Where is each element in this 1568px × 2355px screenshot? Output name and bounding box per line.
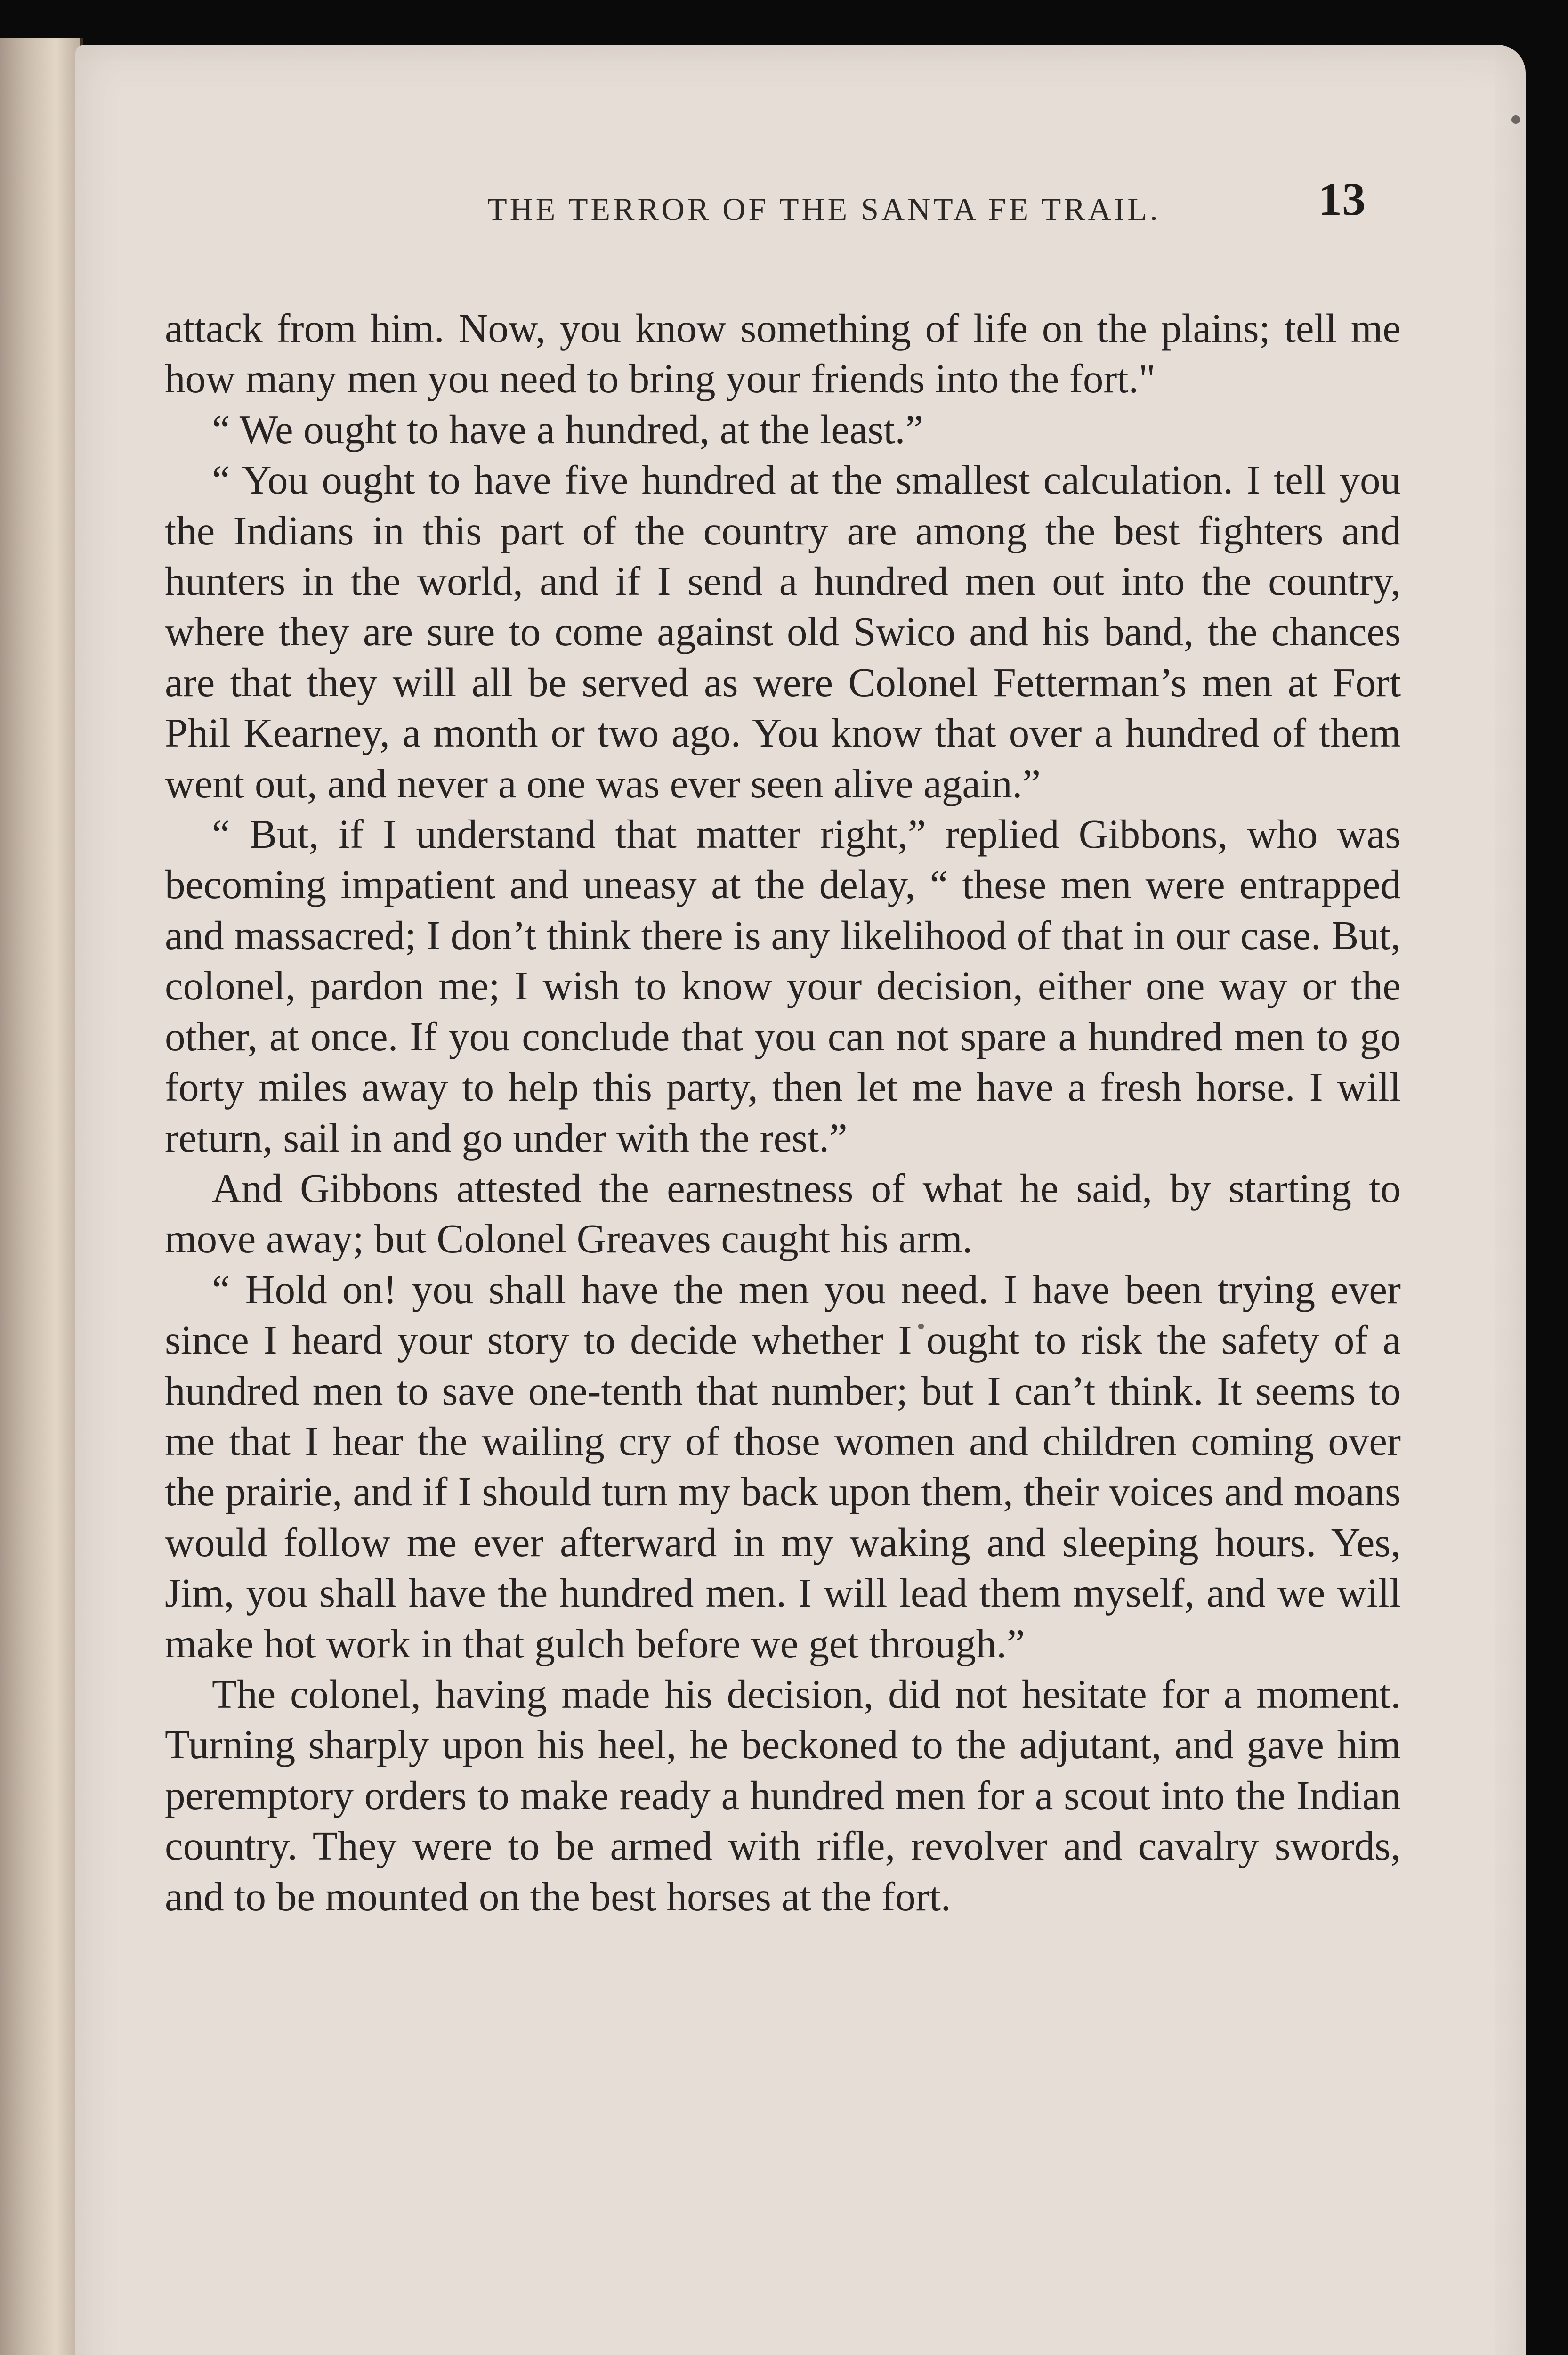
paragraph: “ But, if I understand that matter right,” replied Gibbons, who was becoming impatient and uneasy at the delay, “ these men were entrapped and massacred; I don’t think there is any likelihood of that in our case. But, colonel, pardon me; I wish to know your decision, either one way or the other, at once. If you conclude that you can not spare a hundred men to go forty miles away to help this party, then let me have a fresh horse. I will return, sail in and go under with the rest.” (165, 811, 1401, 1161)
paragraph: attack from him. Now, you know something of life on the plains; tell me how many men you need to bring your friends into the fort." (165, 305, 1401, 402)
paragraph: “ We ought to have a hundred, at the least.” (212, 406, 923, 452)
body-text (165, 303, 1401, 1922)
paragraph: “ You ought to have five hundred at the smallest calculation. I tell you the Indians in this part of the country are among the best fighters and hunters in the world, and if I send a hundred men out into the country, where they are sure to come against old Swico and his band, the chances are that they will all be served as were Colonel Fetterman’s men at Fort Phil Kearney, a month or two ago. You know that over a hundred of them went out, and never a one was ever seen alive again.” (165, 457, 1401, 806)
page-speck (1511, 115, 1520, 124)
running-title: THE TERROR OF THE SANTA FE TRAIL. (487, 191, 1161, 227)
book-spine (0, 38, 83, 2355)
paragraph: The colonel, having made his decision, did not hesitate for a moment. Turning sharply upon his heel, he beckoned to the adjutant, and gave him peremptory orders to make ready a hundred men for a scout into the Indian country. They were to be armed with rifle, revolver and cavalry swords, and to be mounted on the best horses at the fort. (165, 1671, 1401, 1919)
paragraph: And Gibbons attested the earnestness of what he said, by starting to move away; but Colonel Greaves caught his arm. (165, 1165, 1401, 1262)
book-page (75, 45, 1526, 2355)
paragraph: “ Hold on! you shall have the men you need. I have been trying ever since I heard your story to decide whether I ought to risk the safety of a hundred men to save one-tenth that number; but I can’t think. It seems to me that I hear the wailing cry of those women and children coming over the prairie, and if I should turn my back upon them, their voices and moans would follow me ever afterward in my waking and sleeping hours. Yes, Jim, you shall have the hundred men. I will lead them myself, and we will make hot work in that gulch before we get through.” (165, 1266, 1401, 1666)
page-number: 13 (1318, 173, 1366, 225)
running-head (75, 172, 1526, 238)
